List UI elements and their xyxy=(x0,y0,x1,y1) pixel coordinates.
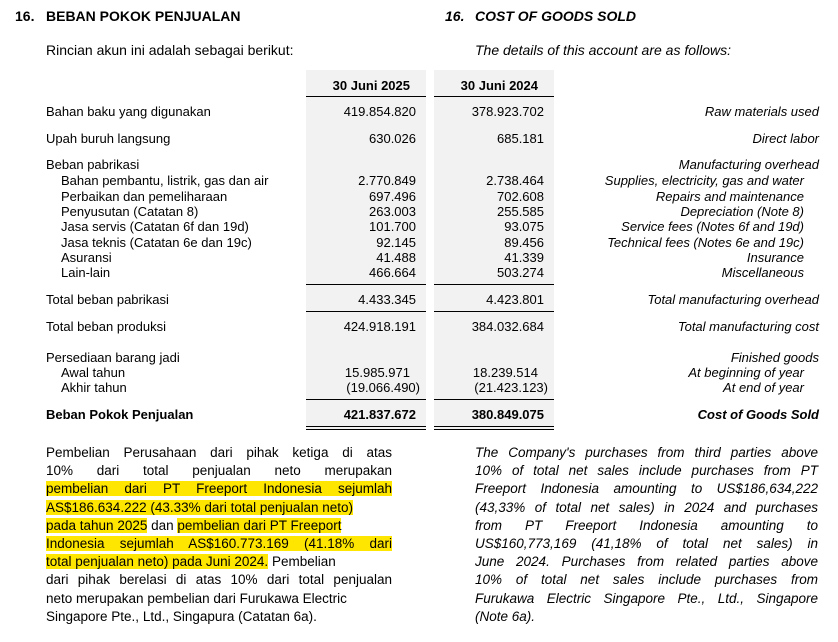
double-rule-2024-a xyxy=(434,426,554,427)
row-value-2025: 41.488 xyxy=(376,250,416,265)
row-label-en: Technical fees (Notes 6e and 19c) xyxy=(607,235,804,250)
paragraph-line: dari pihak berelasi di atas 10% dari total penjualan xyxy=(46,572,392,588)
section-number-en: 16. xyxy=(445,8,465,24)
row-value-2024: 503.274 xyxy=(497,265,544,280)
row-value-2024: (21.423.123) xyxy=(474,380,548,395)
row-value-2024: 702.608 xyxy=(497,189,544,204)
row-value-2024: 685.181 xyxy=(497,131,544,146)
paragraph-en xyxy=(475,444,818,626)
row-label: Total beban pabrikasi xyxy=(46,292,169,307)
row-value-2024: 378.923.702 xyxy=(471,104,544,119)
row-value-2025: 630.026 xyxy=(369,131,416,146)
highlighted-text: pembelian dari PT Freeport Indonesia sejumlah xyxy=(46,481,392,497)
header-underline-2025 xyxy=(306,96,426,97)
section-number-id: 16. xyxy=(15,8,35,24)
paragraph-line: Freeport Indonesia amounting to US$186,634,222 xyxy=(475,481,818,497)
paragraph-text: Pembelian xyxy=(268,554,336,570)
total-rule-2025 xyxy=(306,311,426,312)
header-underline-2024 xyxy=(434,96,554,97)
row-value-2024: 2.738.464 xyxy=(486,173,544,188)
row-label: Upah buruh langsung xyxy=(46,131,171,146)
double-rule-2025-b xyxy=(306,429,426,430)
row-value-2025-total: 421.837.672 xyxy=(343,407,416,422)
cogs-rule-2024 xyxy=(434,399,554,400)
row-label-en: At end of year xyxy=(723,380,804,395)
row-label-en: Direct labor xyxy=(752,131,819,146)
total-rule-2024 xyxy=(434,311,554,312)
paragraph-line: Furukawa Electric Singapore Pte., Ltd., Singapore xyxy=(475,590,818,606)
row-value-2024: 93.075 xyxy=(504,219,544,234)
section-title-id: BEBAN POKOK PENJUALAN xyxy=(46,8,241,24)
row-label-en: Raw materials used xyxy=(704,104,819,119)
row-value-2024: 384.032.684 xyxy=(471,319,544,334)
paragraph-line: 10% dari total penjualan neto merupakan xyxy=(46,463,392,479)
row-label: Bahan baku yang digunakan xyxy=(46,104,211,119)
row-label-en: Total manufacturing overhead xyxy=(647,292,819,307)
row-value-2025: 697.496 xyxy=(369,189,416,204)
group-label-en: Finished goods xyxy=(730,350,819,365)
row-value-2025: 424.918.191 xyxy=(343,319,416,334)
paragraph-text: dan xyxy=(147,517,178,533)
paragraph-line: from PT Freeport Indonesia amounting to xyxy=(475,517,818,533)
row-label: Jasa servis (Catatan 6f dan 19d) xyxy=(61,219,249,234)
row-value-2025: 2.770.849 xyxy=(358,173,416,188)
highlighted-text: total penjualan neto) pada Juni 2024. xyxy=(46,554,269,570)
section-title-en: COST OF GOODS SOLD xyxy=(475,8,637,24)
highlighted-text: AS$186.634.222 (43.33% dari total penjualan neto) xyxy=(46,499,353,515)
paragraph-line: Pembelian Perusahaan dari pihak ketiga di atas xyxy=(46,445,392,460)
row-value-2025: 466.664 xyxy=(369,265,416,280)
row-value-2024: 4.423.801 xyxy=(486,292,544,307)
paragraph-id xyxy=(46,444,392,626)
row-value-2024: 89.456 xyxy=(504,235,544,250)
intro-en: The details of this account are as follows: xyxy=(475,42,732,58)
double-rule-2025-a xyxy=(306,426,426,427)
subtotal-rule-2025 xyxy=(306,284,426,285)
paragraph-line: (Note 6a). xyxy=(475,608,536,624)
row-label: Jasa teknis (Catatan 6e dan 19c) xyxy=(61,235,252,250)
row-label: Total beban produksi xyxy=(46,319,166,334)
paragraph-line: 10% of total net sales include purchases from xyxy=(475,572,818,588)
group-label-en: Manufacturing overhead xyxy=(678,157,819,172)
row-value-2025: 15.985.971 xyxy=(344,365,410,380)
row-value-2024-total: 380.849.075 xyxy=(471,407,544,422)
row-label-en: Depreciation (Note 8) xyxy=(680,204,804,219)
row-label: Perbaikan dan pemeliharaan xyxy=(61,189,228,204)
row-value-2025: 101.700 xyxy=(369,219,416,234)
row-label-en: Total manufacturing cost xyxy=(677,319,819,334)
paragraph-line: The Company's purchases from third parties above xyxy=(475,445,818,460)
column-header-2025: 30 Juni 2025 xyxy=(332,78,410,93)
double-rule-2024-b xyxy=(434,429,554,430)
highlighted-text: pembelian dari PT Freeport xyxy=(177,517,342,533)
row-label-en: Miscellaneous xyxy=(721,265,804,280)
row-label: Akhir tahun xyxy=(61,380,127,395)
paragraph-line: Singapore Pte., Ltd., Singapura (Catatan 6a). xyxy=(46,608,317,624)
row-label-en: Repairs and maintenance xyxy=(655,189,804,204)
row-value-2025: 4.433.345 xyxy=(358,292,416,307)
row-value-2025: 419.854.820 xyxy=(343,104,416,119)
row-value-2024: 41.339 xyxy=(504,250,544,265)
row-label-en: Service fees (Notes 6f and 19d) xyxy=(621,219,804,234)
row-label: Awal tahun xyxy=(61,365,126,380)
group-label: Persediaan barang jadi xyxy=(46,350,180,365)
row-label-en: At beginning of year xyxy=(688,365,804,380)
highlighted-text: pada tahun 2025 xyxy=(46,517,148,533)
row-label: Lain-lain xyxy=(61,265,111,280)
row-value-2025: (19.066.490) xyxy=(346,380,420,395)
row-label: Bahan pembantu, listrik, gas dan air xyxy=(61,173,269,188)
paragraph-line: 10% of total net sales include purchases from PT xyxy=(475,463,818,479)
paragraph-line: neto merupakan pembelian dari Furukawa Electric xyxy=(46,590,347,606)
highlighted-text: Indonesia sejumlah AS$160.773.169 (41.18% dari xyxy=(46,536,392,552)
column-header-2024: 30 Juni 2024 xyxy=(460,78,538,93)
row-value-2024: 255.585 xyxy=(497,204,544,219)
row-label-en: Supplies, electricity, gas and water xyxy=(604,173,804,188)
group-label: Beban pabrikasi xyxy=(46,157,140,172)
row-label-en-total: Cost of Goods Sold xyxy=(697,407,819,422)
row-value-2025: 92.145 xyxy=(376,235,416,250)
row-value-2025: 263.003 xyxy=(369,204,416,219)
row-label: Penyusutan (Catatan 8) xyxy=(61,204,199,219)
intro-id: Rincian akun ini adalah sebagai berikut: xyxy=(46,42,294,58)
paragraph-line: (43,33% of total net sales) in 2024 and purchases xyxy=(475,499,818,515)
row-label-en: Insurance xyxy=(746,250,804,265)
subtotal-rule-2024 xyxy=(434,284,554,285)
cogs-rule-2025 xyxy=(306,399,426,400)
row-value-2024: 18.239.514 xyxy=(472,365,538,380)
row-label: Asuransi xyxy=(61,250,112,265)
row-label-total: Beban Pokok Penjualan xyxy=(46,407,194,422)
paragraph-line: US$160,773,169 (41,18% of total net sales) in xyxy=(475,536,818,552)
paragraph-line: June 2024. Purchases from related parties above xyxy=(475,554,818,570)
